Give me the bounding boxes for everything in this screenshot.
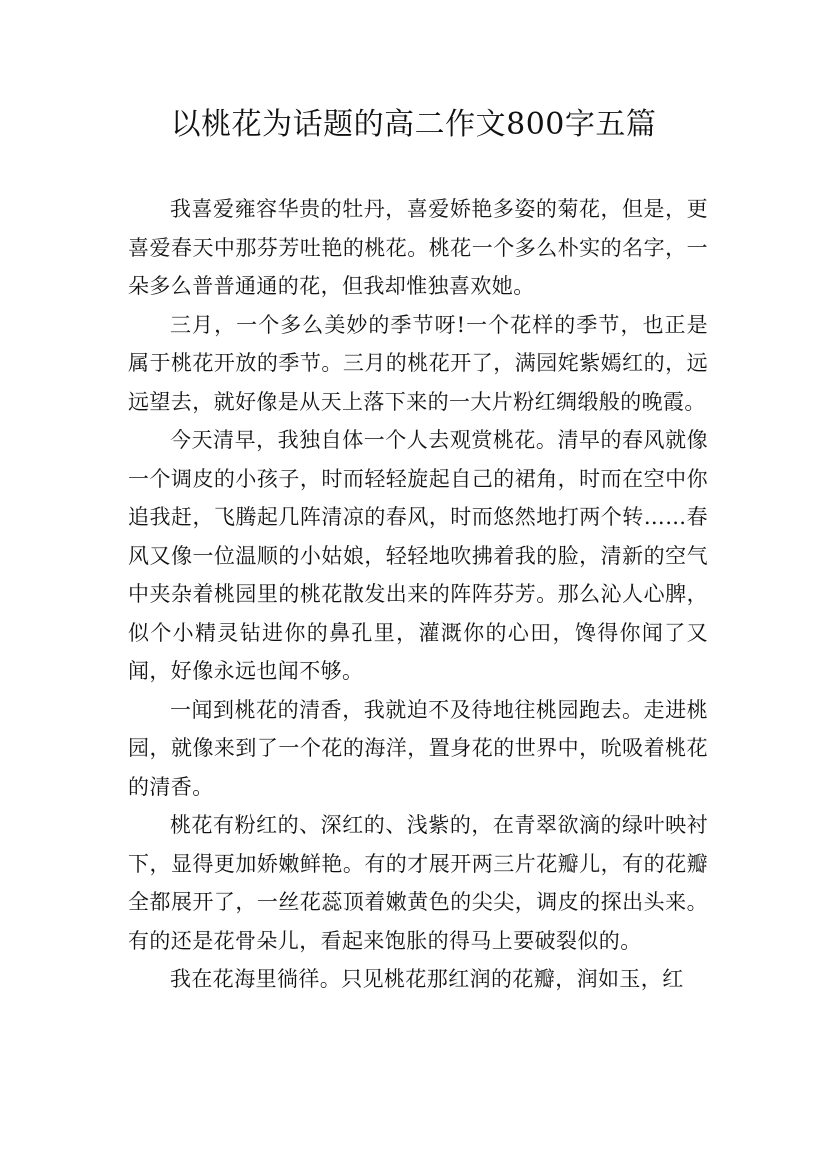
- paragraph-2: 三月，一个多么美妙的季节呀!一个花样的季节，也正是属于桃花开放的季节。三月的桃花开了，满园姹紫嫣红的，远远望去，就好像是从天上落下来的一大片粉红绸缎般的晚霞。: [128, 312, 708, 414]
- paragraph-5: 桃花有粉红的、深红的、浅紫的，在青翠欲滴的绿叶映衬下，显得更加娇嫩鲜艳。有的才展开两三片花瓣儿，有的花瓣全都展开了，一丝花蕊顶着嫩黄色的尖尖，调皮的探出头来。有的还是花骨朵儿，看起来饱胀的得马上要破裂似的。: [128, 813, 708, 953]
- paragraph-3: 今天清早，我独自体一个人去观赏桃花。清早的春风就像一个调皮的小孩子，时而轻轻旋起自己的裙角，时而在空中你追我赶，飞腾起几阵清凉的春风，时而悠然地打两个转……春风又像一位温顺的小姑娘，轻轻地吹拂着我的脸，清新的空气中夹杂着桃园里的桃花散发出来的阵阵芬芳。那么沁人心脾，似个小精灵钻进你的鼻孔里，灌溉你的心田，馋得你闻了又闻，好像永远也闻不够。: [128, 428, 708, 683]
- paragraph-4: 一闻到桃花的清香，我就迫不及待地往桃园跑去。走进桃园，就像来到了一个花的海洋，置身花的世界中，吮吸着桃花的清香。: [128, 697, 708, 799]
- document-title: 以桃花为话题的高二作文800字五篇: [170, 107, 657, 142]
- paragraph-6: 我在花海里徜徉。只见桃花那红润的花瓣，润如玉，红: [170, 967, 684, 991]
- paragraph-1: 我喜爱雍容华贵的牡丹，喜爱娇艳多姿的菊花，但是，更喜爱春天中那芬芳吐艳的桃花。桃花一个多么朴实的名字，一朵多么普普通通的花，但我却惟独喜欢她。: [128, 197, 708, 298]
- document-body: [128, 190, 708, 999]
